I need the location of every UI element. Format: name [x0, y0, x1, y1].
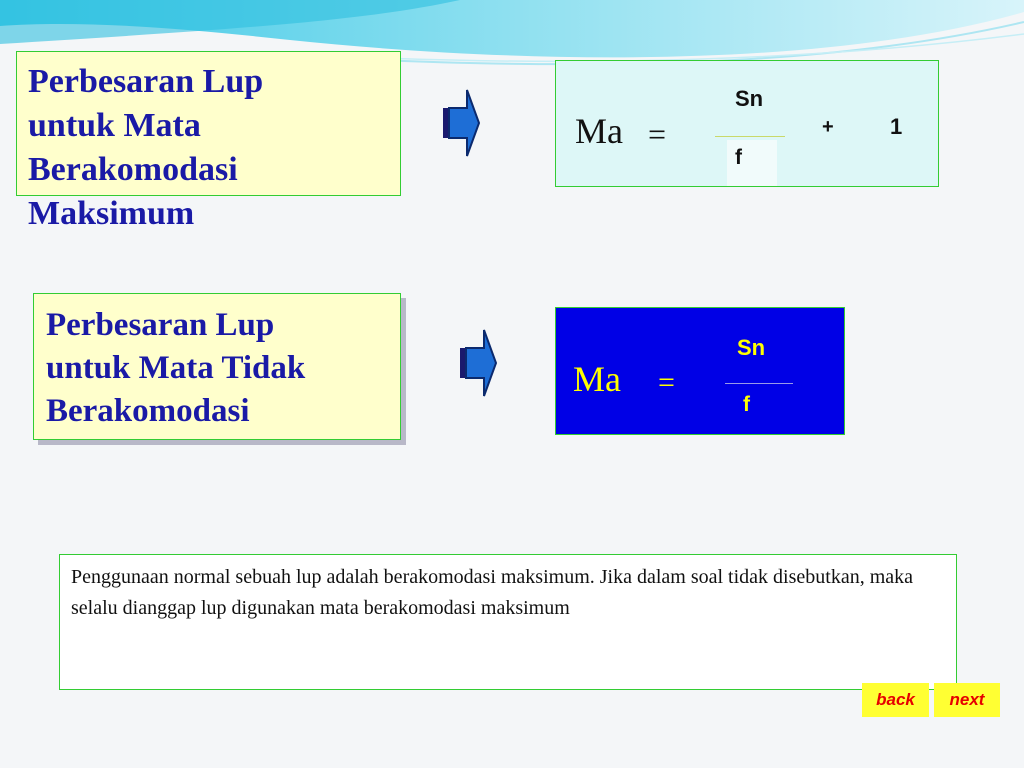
right-arrow-icon: [441, 88, 481, 160]
formula-one: 1: [890, 114, 903, 139]
formula-equals: =: [658, 366, 675, 399]
fraction-line: [725, 383, 793, 384]
formula-numerator: Sn: [735, 86, 764, 111]
note-text: Penggunaan normal sebuah lup adalah berakomodasi maksimum. Jika dalam soal tidak disebutkan, maka selalu dianggap lup digunakan mata berakomodasi maksimum: [71, 566, 914, 619]
formula-numerator: Sn: [737, 335, 766, 360]
title-maximum-accommodation: [28, 60, 358, 236]
fraction-line: [715, 136, 785, 137]
title-line: Maksimum: [28, 195, 195, 232]
right-arrow-icon: [458, 328, 498, 400]
formula-denominator: f: [743, 393, 750, 416]
title-line: untuk Mata Tidak: [46, 350, 306, 386]
title-line: untuk Mata: [28, 107, 201, 144]
title-line: Berakomodasi: [28, 151, 238, 188]
title-no-accommodation: [46, 304, 386, 433]
title-line: Perbesaran Lup: [28, 63, 264, 100]
formula-plus: +: [822, 116, 834, 138]
next-button[interactable]: next: [934, 683, 1000, 717]
title-line: Berakomodasi: [46, 393, 250, 429]
title-line: Perbesaran Lup: [46, 307, 275, 343]
formula-equals: =: [648, 116, 667, 152]
formula-denominator: f: [735, 146, 742, 169]
formula-lhs: Ma: [575, 111, 623, 151]
back-button[interactable]: back: [862, 683, 929, 717]
formula-lhs: Ma: [573, 359, 621, 399]
